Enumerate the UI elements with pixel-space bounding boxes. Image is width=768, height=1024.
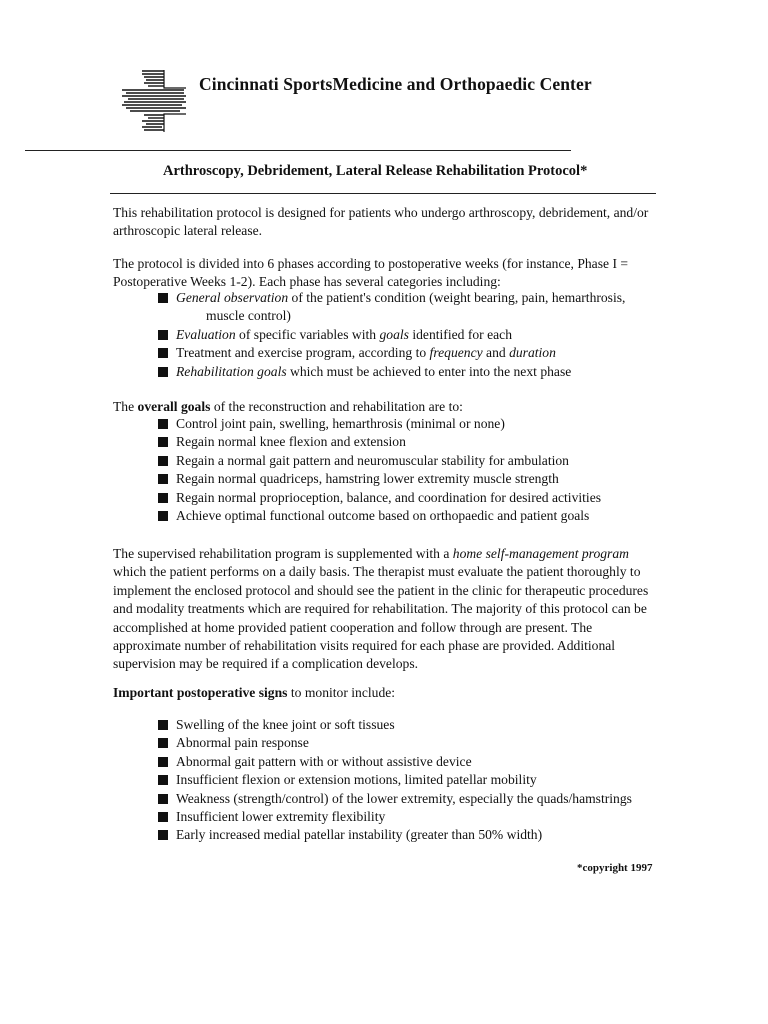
bullet-square-icon bbox=[158, 367, 168, 377]
bullet-square-icon bbox=[158, 474, 168, 484]
bullet-square-icon bbox=[158, 830, 168, 840]
list-item: Swelling of the knee joint or soft tissues bbox=[158, 716, 668, 734]
overall-goals-heading: The overall goals of the reconstruction and rehabilitation are to: bbox=[113, 399, 463, 414]
list-item: Early increased medial patellar instability (greater than 50% width) bbox=[158, 826, 668, 844]
bullet-square-icon bbox=[158, 348, 168, 358]
supervised-program-paragraph: The supervised rehabilitation program is supplemented with a home self-management program which the patient performs on a daily basis. The therapist must evaluate the patient thoroughly to implement the enclosed protocol and should see the patient in the clinic for therapeutic procedures and modality treatments which are required for rehabilitation. The majority of this protocol can be accomplished at home provided patient cooperation and follow through are present. The approximate number of rehabilitation visits required for each phase are provided. Additional supervision may be required if a complication develops. bbox=[113, 546, 649, 672]
bullet-square-icon bbox=[158, 293, 168, 303]
bullet-square-icon bbox=[158, 419, 168, 429]
list-item: Regain a normal gait pattern and neuromuscular stability for ambulation bbox=[158, 452, 658, 470]
bullet-square-icon bbox=[158, 437, 168, 447]
organization-name: Cincinnati SportsMedicine and Orthopaedic Center bbox=[199, 74, 592, 94]
bullet-square-icon bbox=[158, 738, 168, 748]
bullet-square-icon bbox=[158, 757, 168, 767]
phases-paragraph: The protocol is divided into 6 phases according to postoperative weeks (for instance, Phase I = Postoperative Weeks 1-2). Each phase has several categories including: bbox=[113, 256, 629, 290]
list-item: Control joint pain, swelling, hemarthrosis (minimal or none) bbox=[158, 415, 658, 433]
overall-goals-list bbox=[158, 415, 658, 525]
postoperative-signs-list bbox=[158, 716, 668, 845]
bullet-square-icon bbox=[158, 456, 168, 466]
header-divider-top bbox=[25, 150, 571, 151]
list-item: Abnormal gait pattern with or without assistive device bbox=[158, 753, 668, 771]
list-item: Treatment and exercise program, according to frequency and duration bbox=[158, 344, 658, 362]
header-divider-bottom bbox=[110, 193, 656, 194]
list-item: Insufficient lower extremity flexibility bbox=[158, 808, 668, 826]
list-item: Abnormal pain response bbox=[158, 734, 668, 752]
bullet-square-icon bbox=[158, 812, 168, 822]
intro-paragraph: This rehabilitation protocol is designed for patients who undergo arthroscopy, debridement, and/or arthroscopic lateral release. bbox=[113, 205, 649, 239]
bullet-square-icon bbox=[158, 720, 168, 730]
list-item: Evaluation of specific variables with goals identified for each bbox=[158, 326, 658, 344]
list-item: Rehabilitation goals which must be achieved to enter into the next phase bbox=[158, 363, 658, 381]
bullet-square-icon bbox=[158, 794, 168, 804]
phase-categories-list bbox=[158, 289, 658, 381]
list-item: General observation of the patient's condition (weight bearing, pain, hemarthrosis, muscle control) bbox=[158, 289, 658, 326]
postoperative-signs-heading: Important postoperative signs to monitor include: bbox=[113, 685, 396, 700]
list-item: Regain normal proprioception, balance, and coordination for desired activities bbox=[158, 489, 658, 507]
document-title: Arthroscopy, Debridement, Lateral Release Rehabilitation Protocol* bbox=[163, 163, 588, 179]
list-item: Regain normal quadriceps, hamstring lower extremity muscle strength bbox=[158, 470, 658, 488]
bullet-square-icon bbox=[158, 330, 168, 340]
list-item: Achieve optimal functional outcome based on orthopaedic and patient goals bbox=[158, 507, 658, 525]
list-item: Weakness (strength/control) of the lower extremity, especially the quads/hamstrings bbox=[158, 790, 668, 808]
bullet-square-icon bbox=[158, 493, 168, 503]
copyright-notice: *copyright 1997 bbox=[577, 862, 653, 874]
bullet-square-icon bbox=[158, 511, 168, 521]
list-item: Regain normal knee flexion and extension bbox=[158, 433, 658, 451]
bullet-square-icon bbox=[158, 775, 168, 785]
cross-logo-icon bbox=[120, 68, 188, 134]
list-item: Insufficient flexion or extension motions, limited patellar mobility bbox=[158, 771, 668, 789]
